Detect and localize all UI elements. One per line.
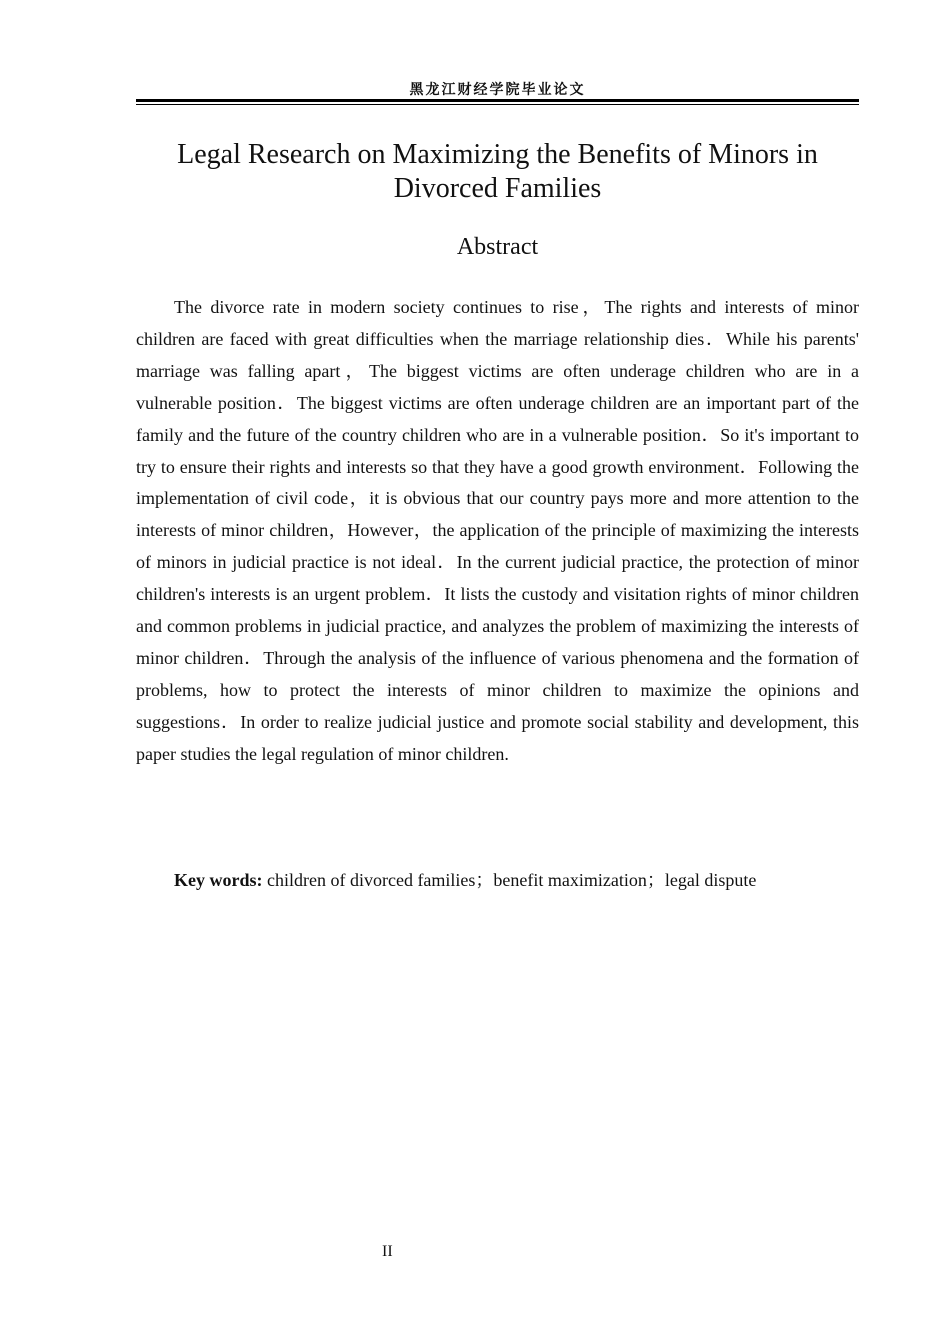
header-rule-thin — [136, 104, 859, 105]
abstract-heading: Abstract — [456, 234, 539, 260]
keywords-label: Key words: — [174, 870, 263, 890]
abstract-body: The divorce rate in modern society continues to rise，The rights and interests of minor children are faced with great difficulties when the marriage relationship dies．While his parents' marriage was falling apart，The biggest victims are often underage children who are in a vulnerable position．The biggest victims are often underage children are an important part of the family and the future of the country children who are in a vulnerable position．So it's important to try to ensure their rights and interests so that they have a good growth environment．Following the implementation of civil code，it is obvious that our country pays more and more attention to the interests of minor children，However，the application of the principle of maximizing the interests of minors in judicial practice is not ideal．In the current judicial practice, the protection of minor children's interests is an urgent problem．It lists the custody and visitation rights of minor children and common problems in judicial practice, and analyzes the problem of maximizing the interests of minor children．Through the analysis of the influence of various phenomena and the formation of problems, how to protect the interests of minor children to maximize the opinions and suggestions．In order to realize judicial justice and promote social stability and development, this paper studies the legal regulation of minor children. — [136, 297, 859, 764]
header-rule-thick — [136, 99, 859, 102]
keywords — [174, 866, 859, 894]
document-header: 黑龙江财经学院毕业论文 — [409, 82, 586, 98]
paper-title: Legal Research on Maximizing the Benefits of Minors in Divorced Families — [177, 139, 818, 204]
keywords-value: children of divorced families；benefit maximization；legal dispute — [267, 870, 757, 890]
page-number: II — [382, 1243, 393, 1260]
